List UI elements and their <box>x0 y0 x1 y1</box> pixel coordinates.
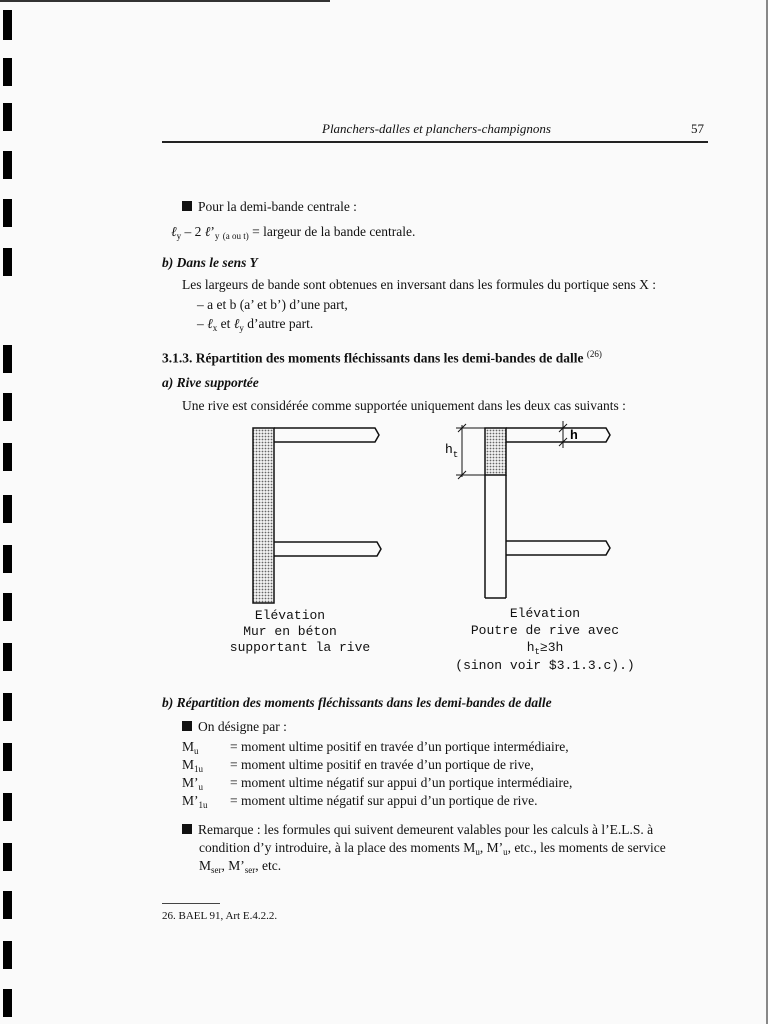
lower-slab <box>274 542 381 556</box>
def-symbol-m1u: $M_{1u}$ <box>182 757 204 774</box>
def-text-mp1u: = moment ultime négatif sur appui d’un portique de rive. <box>230 793 538 808</box>
binder-hole <box>3 843 12 871</box>
list-item-ab: – a et b (a’ et b’) d’une part, <box>197 297 348 312</box>
label-ht: $h_t$ <box>445 442 459 460</box>
heading-sens-y: b) Dans le sens Y <box>162 255 258 270</box>
bullet-square-icon <box>182 824 192 834</box>
paragraph-sens-y: Les largeurs de bande sont obtenues en inversant dans les formules du portique sens X : <box>182 277 657 292</box>
top-slab <box>274 428 379 442</box>
list-item-lx-ly: – ℓ$_x$ et ℓ$_y$ d’autre part. <box>197 316 314 333</box>
bullet-square-icon <box>182 721 192 731</box>
binder-hole <box>3 793 12 821</box>
top-slab-right <box>506 428 610 442</box>
def-text-m1u: = moment ultime positif en travée d’un portique de rive, <box>230 757 534 772</box>
footnote-rule <box>162 903 220 904</box>
caption-left-3: supportant la rive <box>229 640 371 655</box>
heading-repartition: b) Répartition des moments fléchissants dans les demi-bandes de dalle <box>162 695 552 710</box>
def-symbol-mp1u: $M’_{1u}$ <box>182 793 208 810</box>
beam-elevation-drawing <box>456 421 610 598</box>
binder-hole <box>3 989 12 1017</box>
intro-designe: On désigne par : <box>182 719 287 735</box>
caption-left-2: Mur en béton <box>243 624 337 639</box>
concrete-wall <box>253 428 274 603</box>
remark-line-2: condition d’y introduire, à la place des moments $M_u$, $M’_u$, etc., les moments de service <box>199 840 666 857</box>
caption-right-4: (sinon voir $3.1.3.c).) <box>455 658 635 673</box>
label-h: h <box>570 428 578 443</box>
caption-right-2: Poutre de rive avec <box>470 623 620 638</box>
section-313-title: 3.1.3. Répartition des moments fléchissants dans les demi-bandes de dalle $^{(26)}$ <box>162 349 602 366</box>
def-symbol-mpu: $M’_u$ <box>182 775 204 792</box>
def-symbol-mu: $M_u$ <box>182 739 199 756</box>
lower-slab-right <box>506 541 610 555</box>
running-header-title: Planchers-dalles et planchers-champignons <box>322 121 551 136</box>
remark-line-3: $M_{ser}$, $M’_{ser}$, etc. <box>199 858 282 875</box>
remark-line-1: Remarque : les formules qui suivent demeurent valables pour les calculs à l’E.L.S. à <box>182 822 653 838</box>
wall-elevation-drawing <box>253 428 381 603</box>
binder-hole <box>3 891 12 919</box>
caption-right-3: $h_t\ge 3h$ <box>526 640 564 657</box>
heading-rive-supportee: a) Rive supportée <box>162 375 259 390</box>
bullet-central: Pour la demi-bande centrale : <box>182 199 357 215</box>
footnote: 26. BAEL 91, Art E.4.2.2. <box>162 910 278 922</box>
def-text-mpu: = moment ultime négatif sur appui d’un portique intermédiaire, <box>230 775 573 790</box>
def-text-mu: = moment ultime positif en travée d’un portique intermédiaire, <box>230 739 569 754</box>
paragraph-rive: Une rive est considérée comme supportée uniquement dans les deux cas suivants : <box>182 398 626 413</box>
caption-left-1: Elévation <box>254 608 326 623</box>
formula-central: ℓ$_y$ – 2 $\ell’_y$ $_{(a ou t)}$ = largeur de la bande centrale. <box>171 224 416 241</box>
page-number: 57 <box>691 121 704 136</box>
edge-beam <box>485 428 506 475</box>
binder-hole <box>3 743 12 771</box>
caption-right-1: Elévation <box>509 606 581 621</box>
binder-hole <box>3 941 12 969</box>
